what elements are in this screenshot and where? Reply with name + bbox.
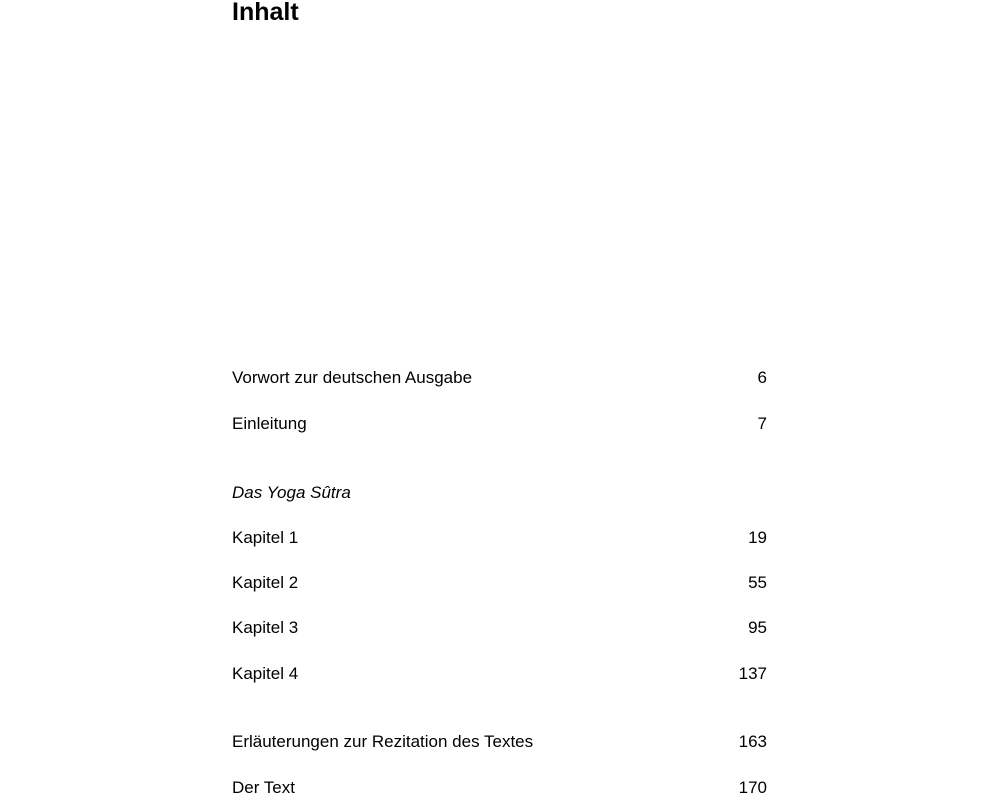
toc-entry-label: Erläuterungen zur Rezitation des Textes xyxy=(232,732,534,751)
toc-entry-page-number: 170 xyxy=(738,778,767,797)
toc-entry-page-number: 137 xyxy=(738,664,767,683)
toc-entry-page-number: 7 xyxy=(757,414,767,433)
toc-entry-label: Kapitel 4 xyxy=(232,664,299,683)
toc-entry-kapitel-1 xyxy=(232,527,767,549)
toc-entry-label: Der Text xyxy=(232,778,295,797)
toc-entry-page-number: 6 xyxy=(757,368,767,387)
toc-entry-page-number: 95 xyxy=(748,618,767,637)
toc-entry-vorwort xyxy=(232,367,767,389)
toc-entry-label: Kapitel 3 xyxy=(232,618,299,637)
table-of-contents xyxy=(232,0,767,800)
toc-entry-page-number: 55 xyxy=(748,573,767,592)
toc-section-heading: Das Yoga Sûtra xyxy=(232,483,351,502)
toc-entry-label: Vorwort zur deutschen Ausgabe xyxy=(232,368,473,387)
toc-entry-page-number: 19 xyxy=(748,528,767,547)
toc-entry-erlaeuterungen xyxy=(232,731,767,753)
toc-entry-einleitung xyxy=(232,413,767,435)
toc-entry-label: Kapitel 1 xyxy=(232,528,299,547)
toc-entry-page-number: 163 xyxy=(738,732,767,751)
toc-entry-der-text xyxy=(232,777,767,799)
toc-entry-label: Einleitung xyxy=(232,414,307,433)
page-title: Inhalt xyxy=(232,0,299,26)
toc-entry-kapitel-4 xyxy=(232,663,767,685)
toc-entry-kapitel-3 xyxy=(232,617,767,639)
toc-entry-kapitel-2 xyxy=(232,572,767,594)
toc-entry-label: Kapitel 2 xyxy=(232,573,299,592)
